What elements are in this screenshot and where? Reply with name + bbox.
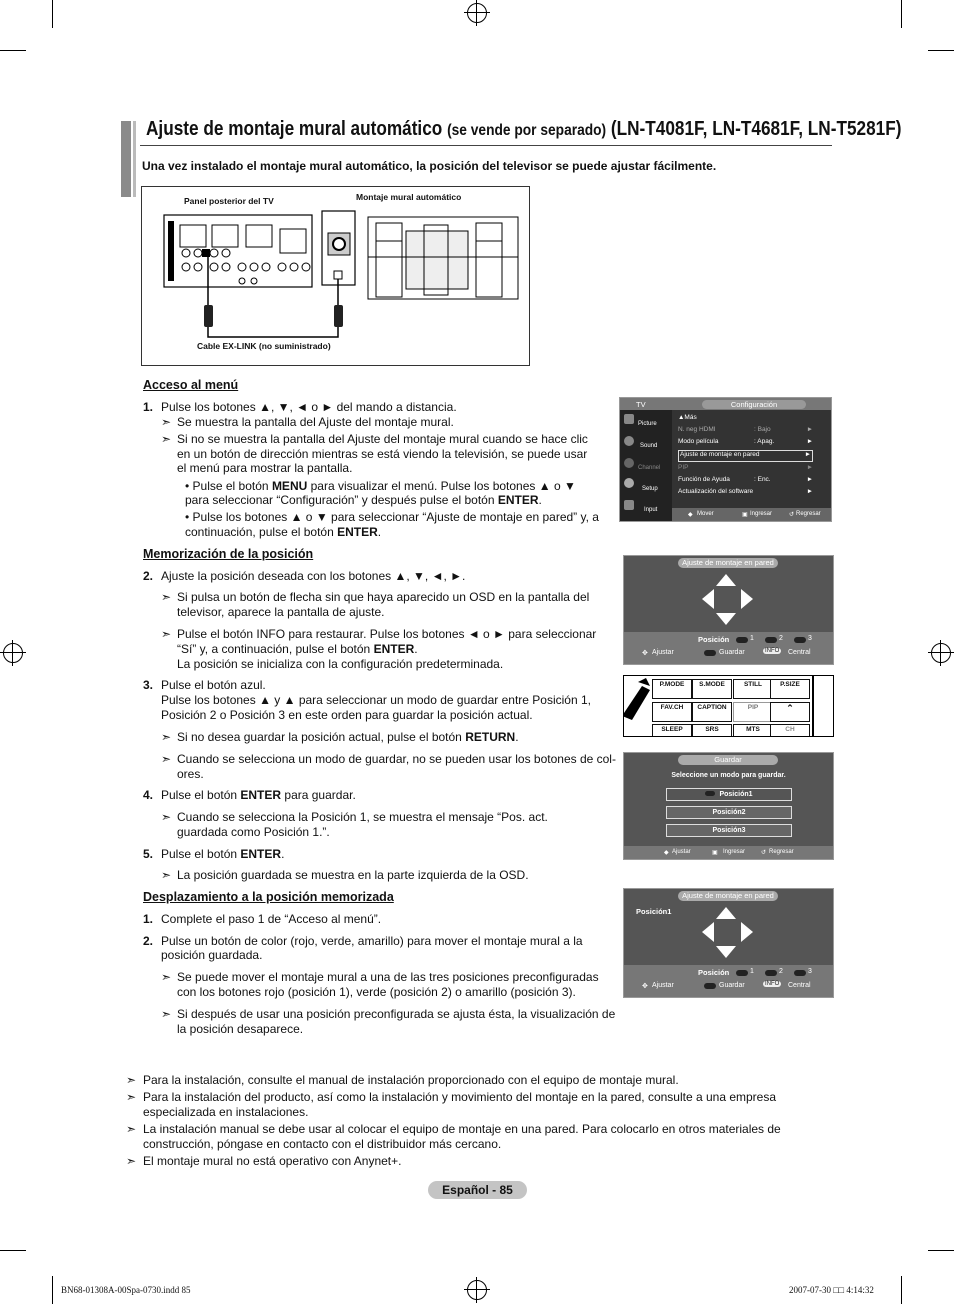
- menu-row[interactable]: ▲Más: [678, 414, 697, 421]
- section-heading-access: Acceso al menú: [143, 378, 239, 392]
- sound-icon: [624, 436, 634, 446]
- footer-adjust: Ajustar: [672, 849, 691, 855]
- figure-label-cable: Cable EX-LINK (no suministrado): [197, 341, 331, 351]
- enter-icon: ▣: [712, 850, 718, 856]
- section-heading-memo: Memorización de la posición: [143, 547, 314, 561]
- info-key-icon: INFO: [765, 648, 780, 654]
- note-arrow-icon: [126, 1154, 136, 1169]
- note-arrow-icon: [161, 1007, 171, 1022]
- note-text: Si no desea guardar la posición actual, pulse el botón RETURN.: [177, 730, 519, 744]
- page-title: Ajuste de montaje mural automático (se vende por separado) (LN-T4081F, LN-T4681F, LN-T5281F): [146, 118, 902, 140]
- footer-file-info: BN68-01308A-00Spa-0730.indd 85: [61, 1285, 191, 1295]
- crop-mark: [928, 50, 954, 51]
- ch-button[interactable]: CH: [770, 724, 810, 737]
- step-text: posición guardada.: [161, 948, 263, 962]
- note-arrow-icon: [161, 415, 171, 430]
- blue-key-icon: [704, 983, 716, 989]
- yellow-key-icon: [794, 637, 806, 643]
- note-text: Para la instalación, consulte el manual de instalación proporcionado con el equipo de montaje mural.: [143, 1073, 679, 1087]
- favch-button[interactable]: FAV.CH: [652, 702, 692, 722]
- note-text: guardada como Posición 1.”.: [177, 825, 330, 839]
- bullet-text: para seleccionar “Configuración” y después pulse el botón ENTER.: [185, 493, 542, 507]
- srs-button[interactable]: SRS: [692, 724, 732, 737]
- arrow-right-icon[interactable]: [741, 589, 753, 609]
- title-bar-decoration: [133, 121, 136, 197]
- note-arrow-icon: [126, 1073, 136, 1088]
- step-text: Pulse los botones ▲ y ▲ para seleccionar un modo de guardar entre Posición 1,: [161, 693, 591, 707]
- bullet-text: • Pulse el botón MENU para visualizar el menú. Pulse los botones ▲ o ▼: [185, 479, 576, 493]
- osd-header: Ajuste de montaje en pared: [678, 891, 778, 901]
- menu-row[interactable]: PIP ►: [678, 464, 813, 471]
- note-text: la posición desaparece.: [177, 1022, 304, 1036]
- up-arrow-button[interactable]: ⌃: [770, 702, 810, 722]
- osd-wall-adjust: [623, 555, 834, 665]
- save-option-1[interactable]: Posición1: [666, 788, 792, 801]
- figure-label-mount: Montaje mural automático: [356, 192, 462, 202]
- position-2[interactable]: 2: [779, 635, 783, 642]
- footer-return: Regresar: [769, 849, 794, 855]
- red-key-icon: [736, 637, 748, 643]
- note-text: el menú para mostrar la pantalla.: [177, 461, 353, 475]
- connection-figure: [141, 186, 530, 366]
- note-text: ores.: [177, 767, 204, 781]
- note-arrow-icon: [161, 730, 171, 745]
- bullet-text: • Pulse los botones ▲ o ▼ para seleccionar “Ajuste de montaje en pared” y, a: [185, 510, 599, 524]
- crop-mark: [0, 1250, 26, 1251]
- note-text: Pulse el botón INFO para restaurar. Pulse los botones ◄ o ► para seleccionar: [177, 627, 597, 641]
- psize-button[interactable]: P.SIZE: [770, 679, 810, 699]
- arrow-down-icon[interactable]: [716, 613, 736, 625]
- note-text: Cuando se selecciona la Posición 1, se muestra el mensaje “Pos. act.: [177, 810, 548, 824]
- step-number: 4.: [143, 788, 154, 802]
- note-text: Para la instalación del producto, así como la instalación y movimiento del montaje en la pared, consulte a una empresa: [143, 1090, 777, 1104]
- position-1[interactable]: 1: [750, 635, 754, 642]
- crop-mark: [901, 0, 902, 28]
- registration-mark-icon: [467, 3, 487, 23]
- arrow-up-icon[interactable]: [716, 574, 736, 586]
- step-text: Ajuste la posición deseada con los botones ▲, ▼, ◄, ►.: [161, 569, 466, 583]
- menu-row[interactable]: Actualización del software ►: [678, 488, 813, 495]
- note-text: televisor, aparece la pantalla de ajuste.: [177, 605, 385, 619]
- title-bar-decoration: [121, 121, 131, 197]
- osd-tv-label: TV: [636, 400, 646, 409]
- note-text: Cuando se selecciona un modo de guardar, no se pueden usar los botones de col-: [177, 752, 616, 766]
- arrow-right-icon[interactable]: [741, 922, 753, 942]
- return-icon: ↺: [761, 850, 767, 856]
- note-arrow-icon: [161, 432, 171, 447]
- osd-wall-adjust-saved: [623, 888, 834, 998]
- picture-icon: [624, 414, 634, 424]
- osd-footer: [672, 508, 831, 521]
- still-button[interactable]: STILL: [733, 679, 773, 699]
- section-heading-move: Desplazamiento a la posición memorizada: [143, 890, 394, 904]
- osd-footer: [624, 846, 833, 859]
- move-icon: ◆: [688, 512, 693, 518]
- footer-center: Central: [788, 982, 811, 989]
- mts-button[interactable]: MTS: [733, 724, 773, 737]
- smode-button[interactable]: S.MODE: [692, 679, 732, 699]
- position-3[interactable]: 3: [808, 635, 812, 642]
- info-key-icon: INFO: [765, 981, 780, 987]
- note-arrow-icon: [126, 1090, 136, 1105]
- step-number: 1.: [143, 400, 154, 414]
- arrow-down-icon[interactable]: [716, 946, 736, 958]
- note-text: El montaje mural no está operativo con Anynet+.: [143, 1154, 402, 1168]
- save-option-3[interactable]: Posición3: [666, 824, 792, 837]
- osd-save: [623, 752, 834, 860]
- position-1[interactable]: 1: [750, 968, 754, 975]
- page-number-label: Español - 85: [428, 1181, 527, 1199]
- green-key-icon: [765, 637, 777, 643]
- note-arrow-icon: [161, 590, 171, 605]
- save-option-2[interactable]: Posición2: [666, 806, 792, 819]
- note-text: en un botón de dirección mientras se está viendo la televisión, se puede usar: [177, 447, 588, 461]
- crop-mark: [52, 1276, 53, 1304]
- sidebar-item-input[interactable]: Input: [644, 507, 658, 513]
- sleep-button[interactable]: SLEEP: [652, 724, 692, 737]
- note-text: Si después de usar una posición preconfigurada se ajusta ésta, la visualización de: [177, 1007, 616, 1021]
- footer-timestamp: 2007-07-30 □□ 4:14:32: [789, 1285, 874, 1295]
- note-arrow-icon: [161, 868, 171, 883]
- caption-button[interactable]: CAPTION: [692, 702, 732, 722]
- blue-key-icon: [704, 650, 716, 656]
- crop-mark: [901, 1276, 902, 1304]
- step-text: Pulse el botón ENTER.: [161, 847, 285, 861]
- figure-label-panel: Panel posterior del TV: [184, 196, 274, 206]
- menu-row[interactable]: N. neg HDMI : Bajo ►: [678, 426, 813, 433]
- crop-mark: [928, 1250, 954, 1251]
- intro-text: Una vez instalado el montaje mural automático, la posición del televisor se puede ajustar fácilmente.: [142, 159, 717, 173]
- step-text: Complete el paso 1 de “Acceso al menú”.: [161, 912, 382, 926]
- note-text: La posición guardada se muestra en la parte izquierda de la OSD.: [177, 868, 529, 882]
- footer-center: Central: [788, 649, 811, 656]
- footer-move: Mover: [697, 511, 714, 517]
- channel-icon: [624, 458, 634, 468]
- registration-mark-icon: [3, 643, 23, 663]
- sidebar-item-channel[interactable]: Channel: [638, 465, 661, 471]
- registration-mark-icon: [467, 1280, 487, 1300]
- arrow-left-icon[interactable]: [702, 922, 714, 942]
- step-number: 2.: [143, 934, 154, 948]
- pip-button[interactable]: PIP: [733, 702, 773, 722]
- footer-save: Guardar: [719, 649, 745, 656]
- title-rule: [140, 145, 832, 146]
- sidebar-item-setup[interactable]: Setup: [642, 486, 658, 492]
- menu-row[interactable]: Modo película : Apag. ►: [678, 438, 813, 445]
- footer-adjust: Ajustar: [652, 982, 674, 989]
- step-text: Pulse un botón de color (rojo, verde, amarillo) para mover el montaje mural a la: [161, 934, 583, 948]
- footer-save: Guardar: [719, 982, 745, 989]
- note-arrow-icon: [161, 810, 171, 825]
- saved-position-label: Posición1: [636, 907, 672, 916]
- arrow-up-icon[interactable]: [716, 907, 736, 919]
- position-label: Posición: [698, 635, 730, 644]
- position-3[interactable]: 3: [808, 968, 812, 975]
- osd-header: Configuración: [702, 400, 806, 409]
- note-text: Se puede mover el montaje mural a una de las tres posiciones preconfiguradas: [177, 970, 599, 984]
- step-text: Pulse el botón ENTER para guardar.: [161, 788, 356, 802]
- bullet-text: continuación, pulse el botón ENTER.: [185, 525, 382, 539]
- red-key-icon: [736, 970, 748, 976]
- position-label: Posición: [698, 968, 730, 977]
- osd-config-menu: [619, 397, 832, 522]
- note-arrow-icon: [126, 1122, 136, 1137]
- move-icon: ◆: [664, 850, 669, 856]
- menu-row-selected[interactable]: Ajuste de montaje en pared ►: [678, 450, 813, 462]
- note-text: “Sí” y, a continuación, pulse el botón ENTER.: [177, 642, 418, 656]
- setup-gear-icon: [624, 478, 634, 488]
- step-number: 1.: [143, 912, 154, 926]
- step-number: 3.: [143, 678, 154, 692]
- osd-sidebar: [620, 410, 672, 521]
- crop-mark: [52, 0, 53, 28]
- menu-row[interactable]: Función de Ayuda : Enc. ►: [678, 476, 813, 483]
- arrow-left-icon[interactable]: [702, 589, 714, 609]
- crop-mark: [0, 50, 26, 51]
- note-text: Si pulsa un botón de flecha sin que haya aparecido un OSD en la pantalla del: [177, 590, 590, 604]
- footer-adjust: Ajustar: [652, 649, 674, 656]
- footer-return: Regresar: [796, 511, 821, 517]
- osd-config-rows: [678, 414, 813, 500]
- yellow-key-icon: [794, 970, 806, 976]
- note-arrow-icon: [161, 627, 171, 642]
- green-key-icon: [765, 970, 777, 976]
- input-icon: [624, 500, 634, 510]
- osd-header: Ajuste de montaje en pared: [678, 558, 778, 568]
- footer-enter: Ingresar: [723, 849, 746, 855]
- sidebar-item-sound[interactable]: Sound: [640, 443, 658, 449]
- step-text: Pulse los botones ▲, ▼, ◄ o ► del mando a distancia.: [161, 400, 457, 414]
- note-text: con los botones rojo (posición 1), verde (posición 2) o amarillo (posición 3).: [177, 985, 576, 999]
- return-icon: ↺: [789, 512, 795, 518]
- move-icon: ✥: [642, 650, 648, 657]
- note-text: Si no se muestra la pantalla del Ajuste del montaje mural cuando se hace clic: [177, 432, 588, 446]
- pointer-hand-icon: [623, 676, 660, 736]
- note-arrow-icon: [161, 752, 171, 767]
- remote-edge: [812, 676, 814, 736]
- step-text: Posición 2 o Posición 3 en este orden para guardar la posición actual.: [161, 708, 533, 722]
- osd-header: Guardar: [678, 755, 778, 765]
- footer-enter: Ingresar: [750, 511, 773, 517]
- note-text: especializada en instalaciones.: [143, 1105, 309, 1119]
- step-number: 5.: [143, 847, 154, 861]
- note-arrow-icon: [161, 970, 171, 985]
- connection-diagram: [142, 187, 529, 365]
- remote-control-figure: [623, 675, 834, 737]
- note-text: Se muestra la pantalla del Ajuste del montaje mural.: [177, 415, 454, 429]
- registration-mark-icon: [931, 643, 951, 663]
- pmode-button[interactable]: P.MODE: [652, 679, 692, 699]
- save-prompt: Seleccione un modo para guardar.: [671, 772, 786, 779]
- step-text: Pulse el botón azul.: [161, 678, 266, 692]
- note-text: construcción, póngase en contacto con el distribuidor más cercano.: [143, 1137, 502, 1151]
- step-number: 2.: [143, 569, 154, 583]
- position-2[interactable]: 2: [779, 968, 783, 975]
- note-text: La posición se inicializa con la configuración predeterminada.: [177, 657, 504, 671]
- note-text: La instalación manual se debe usar al colocar el equipo de montaje en una pared. Para colocarlo en otros materiales de: [143, 1122, 781, 1136]
- enter-icon: ▣: [742, 512, 748, 518]
- sidebar-item-picture[interactable]: Picture: [638, 421, 657, 427]
- move-icon: ✥: [642, 983, 648, 990]
